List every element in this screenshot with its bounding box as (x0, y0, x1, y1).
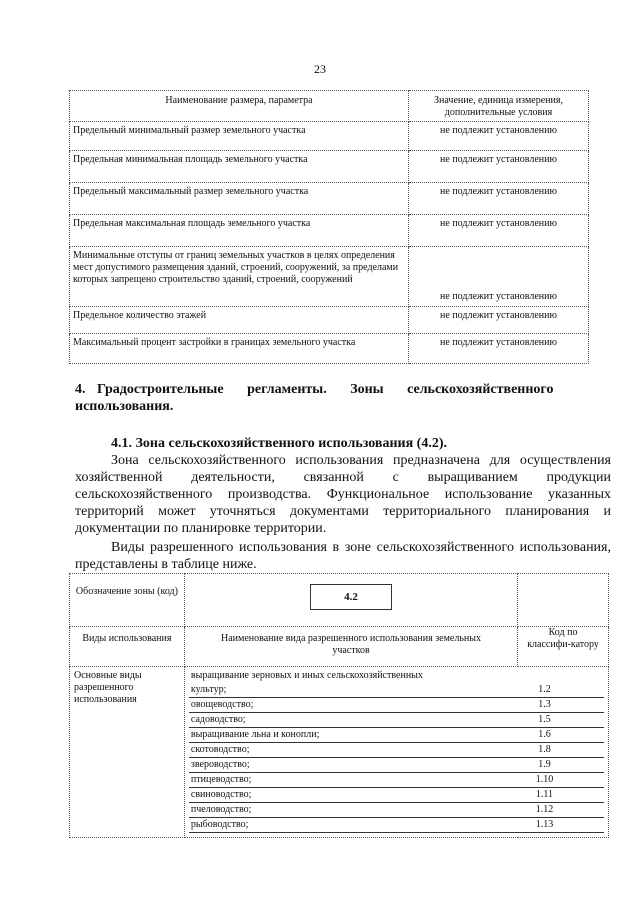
value-cell: не подлежит установлению (409, 307, 589, 334)
table-row (70, 307, 589, 334)
paragraph-zone-purpose (75, 452, 611, 537)
list-item (189, 669, 604, 683)
use-name: выращивание льна и конопли; (189, 728, 485, 743)
column-header-row (70, 627, 609, 667)
use-code: 1.10 (485, 773, 604, 788)
list-item (189, 788, 604, 803)
table-row (70, 151, 589, 183)
heading-word: регламенты. (247, 382, 327, 397)
table-row (70, 247, 589, 307)
use-code: 1.6 (485, 728, 604, 743)
use-code: 1.3 (485, 698, 604, 713)
param-cell: Минимальные отступы от границ земельных участков в целях определения мест допустимого размещения зданий, строений, сооружений, за пределами которых запрещено строительство зданий, строений, сооружений (70, 247, 409, 307)
use-name: выращивание зерновых и иных сельскохозяйственных (190, 670, 423, 681)
header-parameter: Наименование размера, параметра (70, 91, 409, 122)
parameters-table (69, 90, 589, 364)
table-row (70, 122, 589, 151)
value-cell: не подлежит установлению (409, 215, 589, 247)
paragraph-permitted-uses (75, 539, 611, 573)
heading-word: Градостроительные (97, 382, 224, 397)
list-item (189, 818, 604, 833)
param-cell: Максимальный процент застройки в границах земельного участка (70, 334, 409, 364)
list-item (189, 758, 604, 773)
permitted-uses-table (69, 573, 609, 838)
zone-label-cell: Обозначение зоны (код) (70, 574, 185, 627)
use-name: овощеводство; (189, 698, 485, 713)
param-cell: Предельное количество этажей (70, 307, 409, 334)
list-item (189, 803, 604, 818)
param-cell: Предельная минимальная площадь земельного участка (70, 151, 409, 183)
header-name: Наименование вида разрешенного использования земельных участков (184, 627, 517, 667)
use-name: пчеловодство; (189, 803, 485, 818)
section-4-1-heading: 4.1. Зона сельскохозяйственного использования (4.2). (111, 436, 448, 451)
uses-list (189, 669, 604, 833)
param-cell: Предельный минимальный размер земельного участка (70, 122, 409, 151)
list-item (189, 773, 604, 788)
heading-word: Зоны (350, 382, 384, 397)
zone-code-row (70, 574, 609, 627)
list-item (189, 713, 604, 728)
use-code: 1.11 (485, 788, 604, 803)
header-value: Значение, единица измерения, дополнительные условия (409, 91, 589, 122)
value-cell: не подлежит установлению (409, 122, 589, 151)
value-cell: не подлежит установлению (409, 183, 589, 215)
heading-word: 4. (75, 382, 86, 397)
heading-line-2: использования. (75, 399, 174, 414)
table-row (70, 183, 589, 215)
value-cell: не подлежит установлению (409, 334, 589, 364)
use-code: 1.13 (485, 818, 604, 833)
uses-list-cell (184, 667, 608, 838)
paragraph-text: Зона сельскохозяйственного использования предназначена для осуществления хозяйственной деятельности, связанной с выращиванием продукции сельскохозяйственного производства. Функциональное использование указанных территорий может уточняться документами территориального планирования и документации по планировке территории. (75, 453, 611, 536)
list-item (189, 698, 604, 713)
use-name: скотоводство; (189, 743, 485, 758)
value-cell: не подлежит установлению (409, 151, 589, 183)
list-item (189, 728, 604, 743)
table-header-row (70, 91, 589, 122)
use-code: 1.8 (485, 743, 604, 758)
use-name: птицеводство; (189, 773, 485, 788)
value-cell: не подлежит установлению (409, 247, 589, 307)
table-row (70, 215, 589, 247)
zone-code-box: 4.2 (310, 584, 392, 610)
use-code: 1.12 (485, 803, 604, 818)
empty-cell (518, 574, 609, 627)
list-item (189, 683, 604, 698)
heading-word: сельскохозяйственного (407, 382, 554, 397)
use-name: звероводство; (189, 758, 485, 773)
use-code: 1.5 (485, 713, 604, 728)
zone-code-cell (184, 574, 517, 627)
use-name: культур; (189, 683, 485, 698)
use-name: садоводство; (189, 713, 485, 728)
use-name: свиноводство; (189, 788, 485, 803)
use-name: рыбоводство; (189, 818, 485, 833)
table-row (70, 334, 589, 364)
paragraph-text: Виды разрешенного использования в зоне сельскохозяйственного использования, представлены в таблице ниже. (75, 540, 611, 572)
use-code (485, 669, 604, 683)
use-code: 1.2 (485, 683, 604, 698)
group-label-cell: Основные виды разрешенного использования (70, 667, 185, 838)
group-row (70, 667, 609, 838)
header-kinds: Виды использования (70, 627, 185, 667)
param-cell: Предельная максимальная площадь земельного участка (70, 215, 409, 247)
param-cell: Предельный максимальный размер земельного участка (70, 183, 409, 215)
page-number: 23 (314, 62, 326, 76)
use-code: 1.9 (485, 758, 604, 773)
section-4-heading (75, 381, 611, 415)
header-code: Код по классифи-катору (518, 627, 609, 667)
list-item (189, 743, 604, 758)
